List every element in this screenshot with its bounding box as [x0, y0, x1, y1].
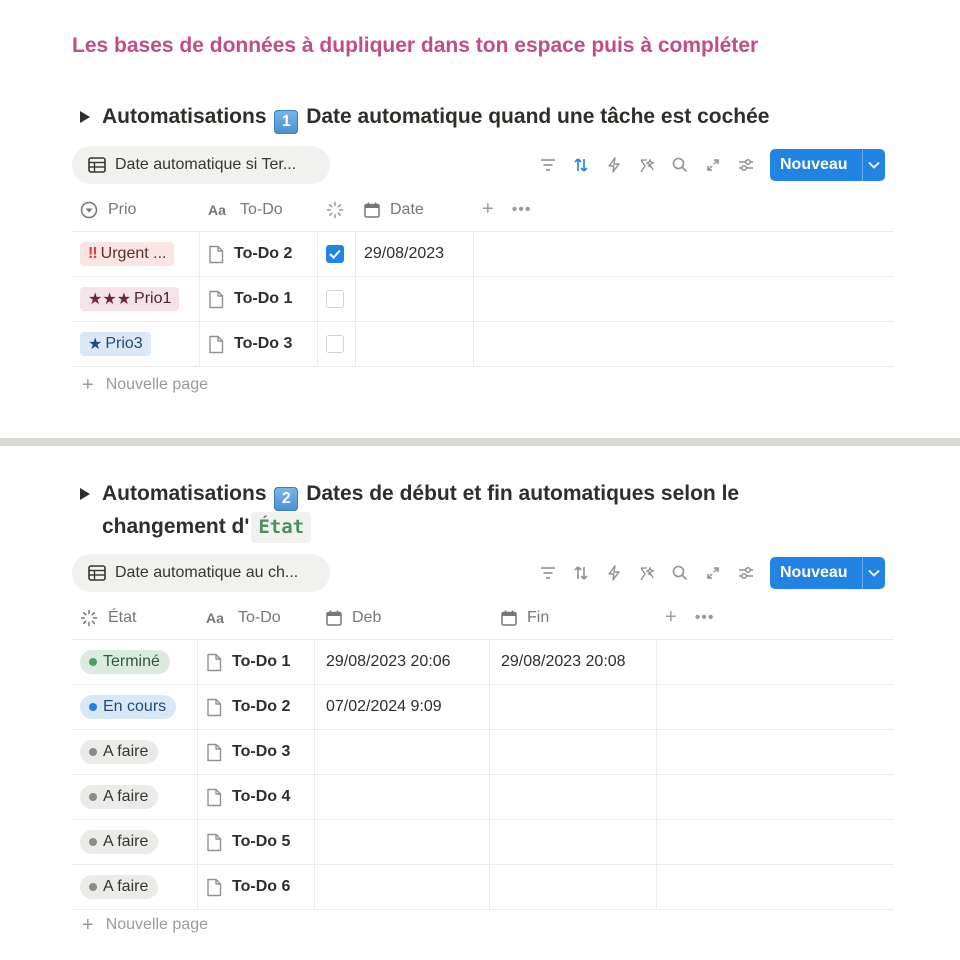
fin-cell[interactable] — [490, 685, 657, 729]
fin-cell[interactable] — [490, 775, 657, 819]
svg-text:Aa: Aa — [208, 202, 226, 217]
view-tab-label: Date automatique au ch... — [115, 564, 299, 581]
toolbar-section1 — [537, 154, 768, 176]
status-dot — [89, 883, 97, 891]
svg-text:Aa: Aa — [206, 610, 224, 625]
table-header-row — [72, 596, 894, 640]
column-header-label: Prio — [108, 200, 137, 218]
checkbox-checked[interactable] — [326, 245, 344, 263]
etat-cell[interactable] — [72, 865, 198, 909]
fin-cell[interactable] — [490, 820, 657, 864]
status-dot — [89, 658, 97, 666]
todo-title-cell[interactable]: To-Do 2 — [198, 685, 315, 729]
column-header-deb[interactable] — [315, 596, 490, 639]
select-circle-icon — [80, 201, 98, 219]
deb-cell[interactable]: 07/02/2024 9:09 — [315, 685, 490, 729]
column-header-fin[interactable] — [490, 596, 657, 639]
search-icon[interactable] — [669, 562, 691, 584]
table-row[interactable] — [72, 232, 894, 277]
status-pill-todo: A faire — [80, 830, 158, 854]
page-document-icon — [206, 698, 222, 717]
page-document-icon — [206, 653, 222, 672]
prio-cell[interactable] — [72, 277, 200, 321]
deb-cell[interactable] — [315, 730, 490, 774]
new-button[interactable] — [770, 149, 885, 181]
column-header-actions — [474, 188, 674, 231]
fin-cell[interactable] — [490, 730, 657, 774]
settings-sliders-icon[interactable] — [735, 154, 757, 176]
toggle-triangle-icon[interactable] — [80, 111, 90, 123]
calendar-icon — [501, 610, 517, 626]
column-header-label: To-Do — [238, 608, 281, 626]
section-divider — [0, 438, 960, 446]
status-dot — [89, 793, 97, 801]
calendar-icon — [364, 202, 380, 218]
section1-heading-prefix: Automatisations — [102, 105, 267, 128]
page-document-icon — [208, 335, 224, 354]
column-header-etat[interactable] — [72, 596, 198, 639]
three-stars-icon: ★★★ — [88, 291, 132, 308]
table-section2 — [72, 596, 894, 910]
checkbox-cell[interactable] — [318, 277, 356, 321]
deb-cell[interactable]: 29/08/2023 20:06 — [315, 640, 490, 684]
new-page-button[interactable] — [82, 916, 208, 934]
date-cell[interactable] — [356, 277, 474, 321]
new-button-label: Nouveau — [780, 156, 848, 173]
section2-heading-text: Dates de début et fin automatiques selon le — [306, 482, 740, 505]
status-pill-todo: A faire — [80, 875, 158, 899]
table-row[interactable] — [72, 775, 894, 820]
etat-cell[interactable] — [72, 820, 198, 864]
table-row[interactable] — [72, 820, 894, 865]
expand-icon[interactable] — [702, 562, 724, 584]
table-header-row — [72, 188, 894, 232]
chevron-down-icon[interactable] — [863, 161, 885, 169]
filter-icon[interactable] — [537, 154, 559, 176]
column-header-todo[interactable] — [200, 188, 318, 231]
column-header-date[interactable] — [356, 188, 474, 231]
todo-title-cell[interactable]: To-Do 2 — [200, 232, 318, 276]
plus-icon: + — [82, 914, 94, 936]
page-document-icon — [208, 290, 224, 309]
todo-title-cell[interactable]: To-Do 4 — [198, 775, 315, 819]
lightning-icon[interactable] — [603, 154, 625, 176]
page-document-icon — [206, 788, 222, 807]
fin-cell[interactable] — [490, 865, 657, 909]
inline-code-etat: État — [251, 512, 311, 543]
toolbar-section2 — [537, 562, 768, 584]
page-document-icon — [208, 245, 224, 264]
new-button[interactable] — [770, 557, 885, 589]
etat-cell[interactable] — [72, 730, 198, 774]
etat-cell[interactable] — [72, 640, 198, 684]
text-aa-icon — [206, 611, 228, 625]
sort-icon[interactable] — [570, 562, 592, 584]
todo-title-cell[interactable]: To-Do 6 — [198, 865, 315, 909]
page-document-icon — [206, 878, 222, 897]
checkbox-cell[interactable] — [318, 322, 356, 366]
table-icon — [88, 565, 106, 581]
todo-title-cell[interactable]: To-Do 1 — [200, 277, 318, 321]
todo-title-cell[interactable]: To-Do 3 — [198, 730, 315, 774]
new-page-button[interactable] — [82, 376, 208, 394]
star-icon: ★ — [88, 336, 103, 353]
prio-tag: !! Urgent ... — [80, 242, 174, 266]
table-icon — [88, 157, 106, 173]
more-options-icon[interactable]: ••• — [694, 608, 715, 626]
checkbox-unchecked[interactable] — [326, 335, 344, 353]
table-row[interactable] — [72, 277, 894, 322]
status-pill-todo: A faire — [80, 740, 158, 764]
column-header-label: Deb — [352, 608, 382, 626]
checkbox-unchecked[interactable] — [326, 290, 344, 308]
new-page-label: Nouvelle page — [105, 916, 208, 933]
status-pill-in-progress: En cours — [80, 695, 176, 719]
new-page-label: Nouvelle page — [105, 376, 208, 393]
section1-heading[interactable] — [80, 101, 769, 134]
text-aa-icon — [208, 203, 230, 217]
lightning-icon[interactable] — [603, 562, 625, 584]
add-column-icon[interactable]: + — [665, 606, 677, 628]
plus-icon: + — [82, 374, 94, 396]
column-header-prio[interactable] — [72, 188, 200, 231]
checkbox-cell[interactable] — [318, 232, 356, 276]
add-column-icon[interactable]: + — [482, 198, 494, 220]
prio-cell[interactable] — [72, 322, 200, 366]
table-row[interactable] — [72, 730, 894, 775]
table-row[interactable] — [72, 322, 894, 367]
deb-cell[interactable] — [315, 775, 490, 819]
keycap-1-icon: 1 — [274, 110, 298, 134]
column-header-label: To-Do — [240, 200, 283, 218]
view-tab-section1[interactable] — [72, 146, 330, 184]
checkmark-icon — [329, 249, 341, 259]
view-tab-section2[interactable] — [72, 554, 330, 592]
page-document-icon — [206, 833, 222, 852]
loading-spinner-icon — [326, 201, 344, 219]
chevron-down-icon[interactable] — [863, 569, 885, 577]
prio-tag: ★★★ Prio1 — [80, 287, 179, 311]
prio-tag: ★ Prio3 — [80, 332, 151, 356]
section2-heading[interactable] — [80, 478, 739, 543]
sort-icon[interactable] — [570, 154, 592, 176]
status-dot — [89, 838, 97, 846]
todo-title-cell[interactable]: To-Do 3 — [200, 322, 318, 366]
more-options-icon[interactable]: ••• — [511, 200, 532, 218]
section1-heading-text: Date automatique quand une tâche est cochée — [306, 105, 770, 128]
view-tab-label: Date automatique si Ter... — [115, 156, 297, 173]
new-button-label: Nouveau — [780, 564, 848, 581]
ai-wand-icon[interactable] — [636, 562, 658, 584]
page-document-icon — [206, 743, 222, 762]
etat-cell[interactable] — [72, 685, 198, 729]
date-cell[interactable]: 29/08/2023 — [356, 232, 474, 276]
toggle-triangle-icon[interactable] — [80, 488, 90, 500]
page-headline: Les bases de données à dupliquer dans ton espace puis à compléter — [72, 34, 759, 57]
status-pill-done: Terminé — [80, 650, 170, 674]
table-row[interactable] — [72, 865, 894, 910]
status-dot — [89, 703, 97, 711]
section2-heading-prefix: Automatisations — [102, 482, 267, 505]
status-spinner-icon — [80, 609, 98, 627]
prio-cell[interactable] — [72, 232, 200, 276]
date-cell[interactable] — [356, 322, 474, 366]
search-icon[interactable] — [669, 154, 691, 176]
section2-heading-line2: changement d' — [102, 515, 250, 538]
column-header-actions — [657, 596, 894, 639]
deb-cell[interactable] — [315, 865, 490, 909]
double-exclamation-icon: !! — [88, 245, 97, 262]
calendar-icon — [326, 610, 342, 626]
ai-wand-icon[interactable] — [636, 154, 658, 176]
etat-cell[interactable] — [72, 775, 198, 819]
table-row[interactable] — [72, 685, 894, 730]
column-header-label: Date — [390, 200, 424, 218]
status-dot — [89, 748, 97, 756]
column-header-label: État — [108, 608, 137, 626]
column-header-label: Fin — [527, 608, 550, 626]
settings-sliders-icon[interactable] — [735, 562, 757, 584]
fin-cell[interactable]: 29/08/2023 20:08 — [490, 640, 657, 684]
deb-cell[interactable] — [315, 820, 490, 864]
keycap-2-icon: 2 — [274, 487, 298, 511]
filter-icon[interactable] — [537, 562, 559, 584]
column-header-todo[interactable] — [198, 596, 315, 639]
status-pill-todo: A faire — [80, 785, 158, 809]
todo-title-cell[interactable]: To-Do 1 — [198, 640, 315, 684]
table-row[interactable] — [72, 640, 894, 685]
expand-icon[interactable] — [702, 154, 724, 176]
todo-title-cell[interactable]: To-Do 5 — [198, 820, 315, 864]
table-section1 — [72, 188, 894, 367]
column-header-checkbox[interactable] — [318, 188, 356, 231]
